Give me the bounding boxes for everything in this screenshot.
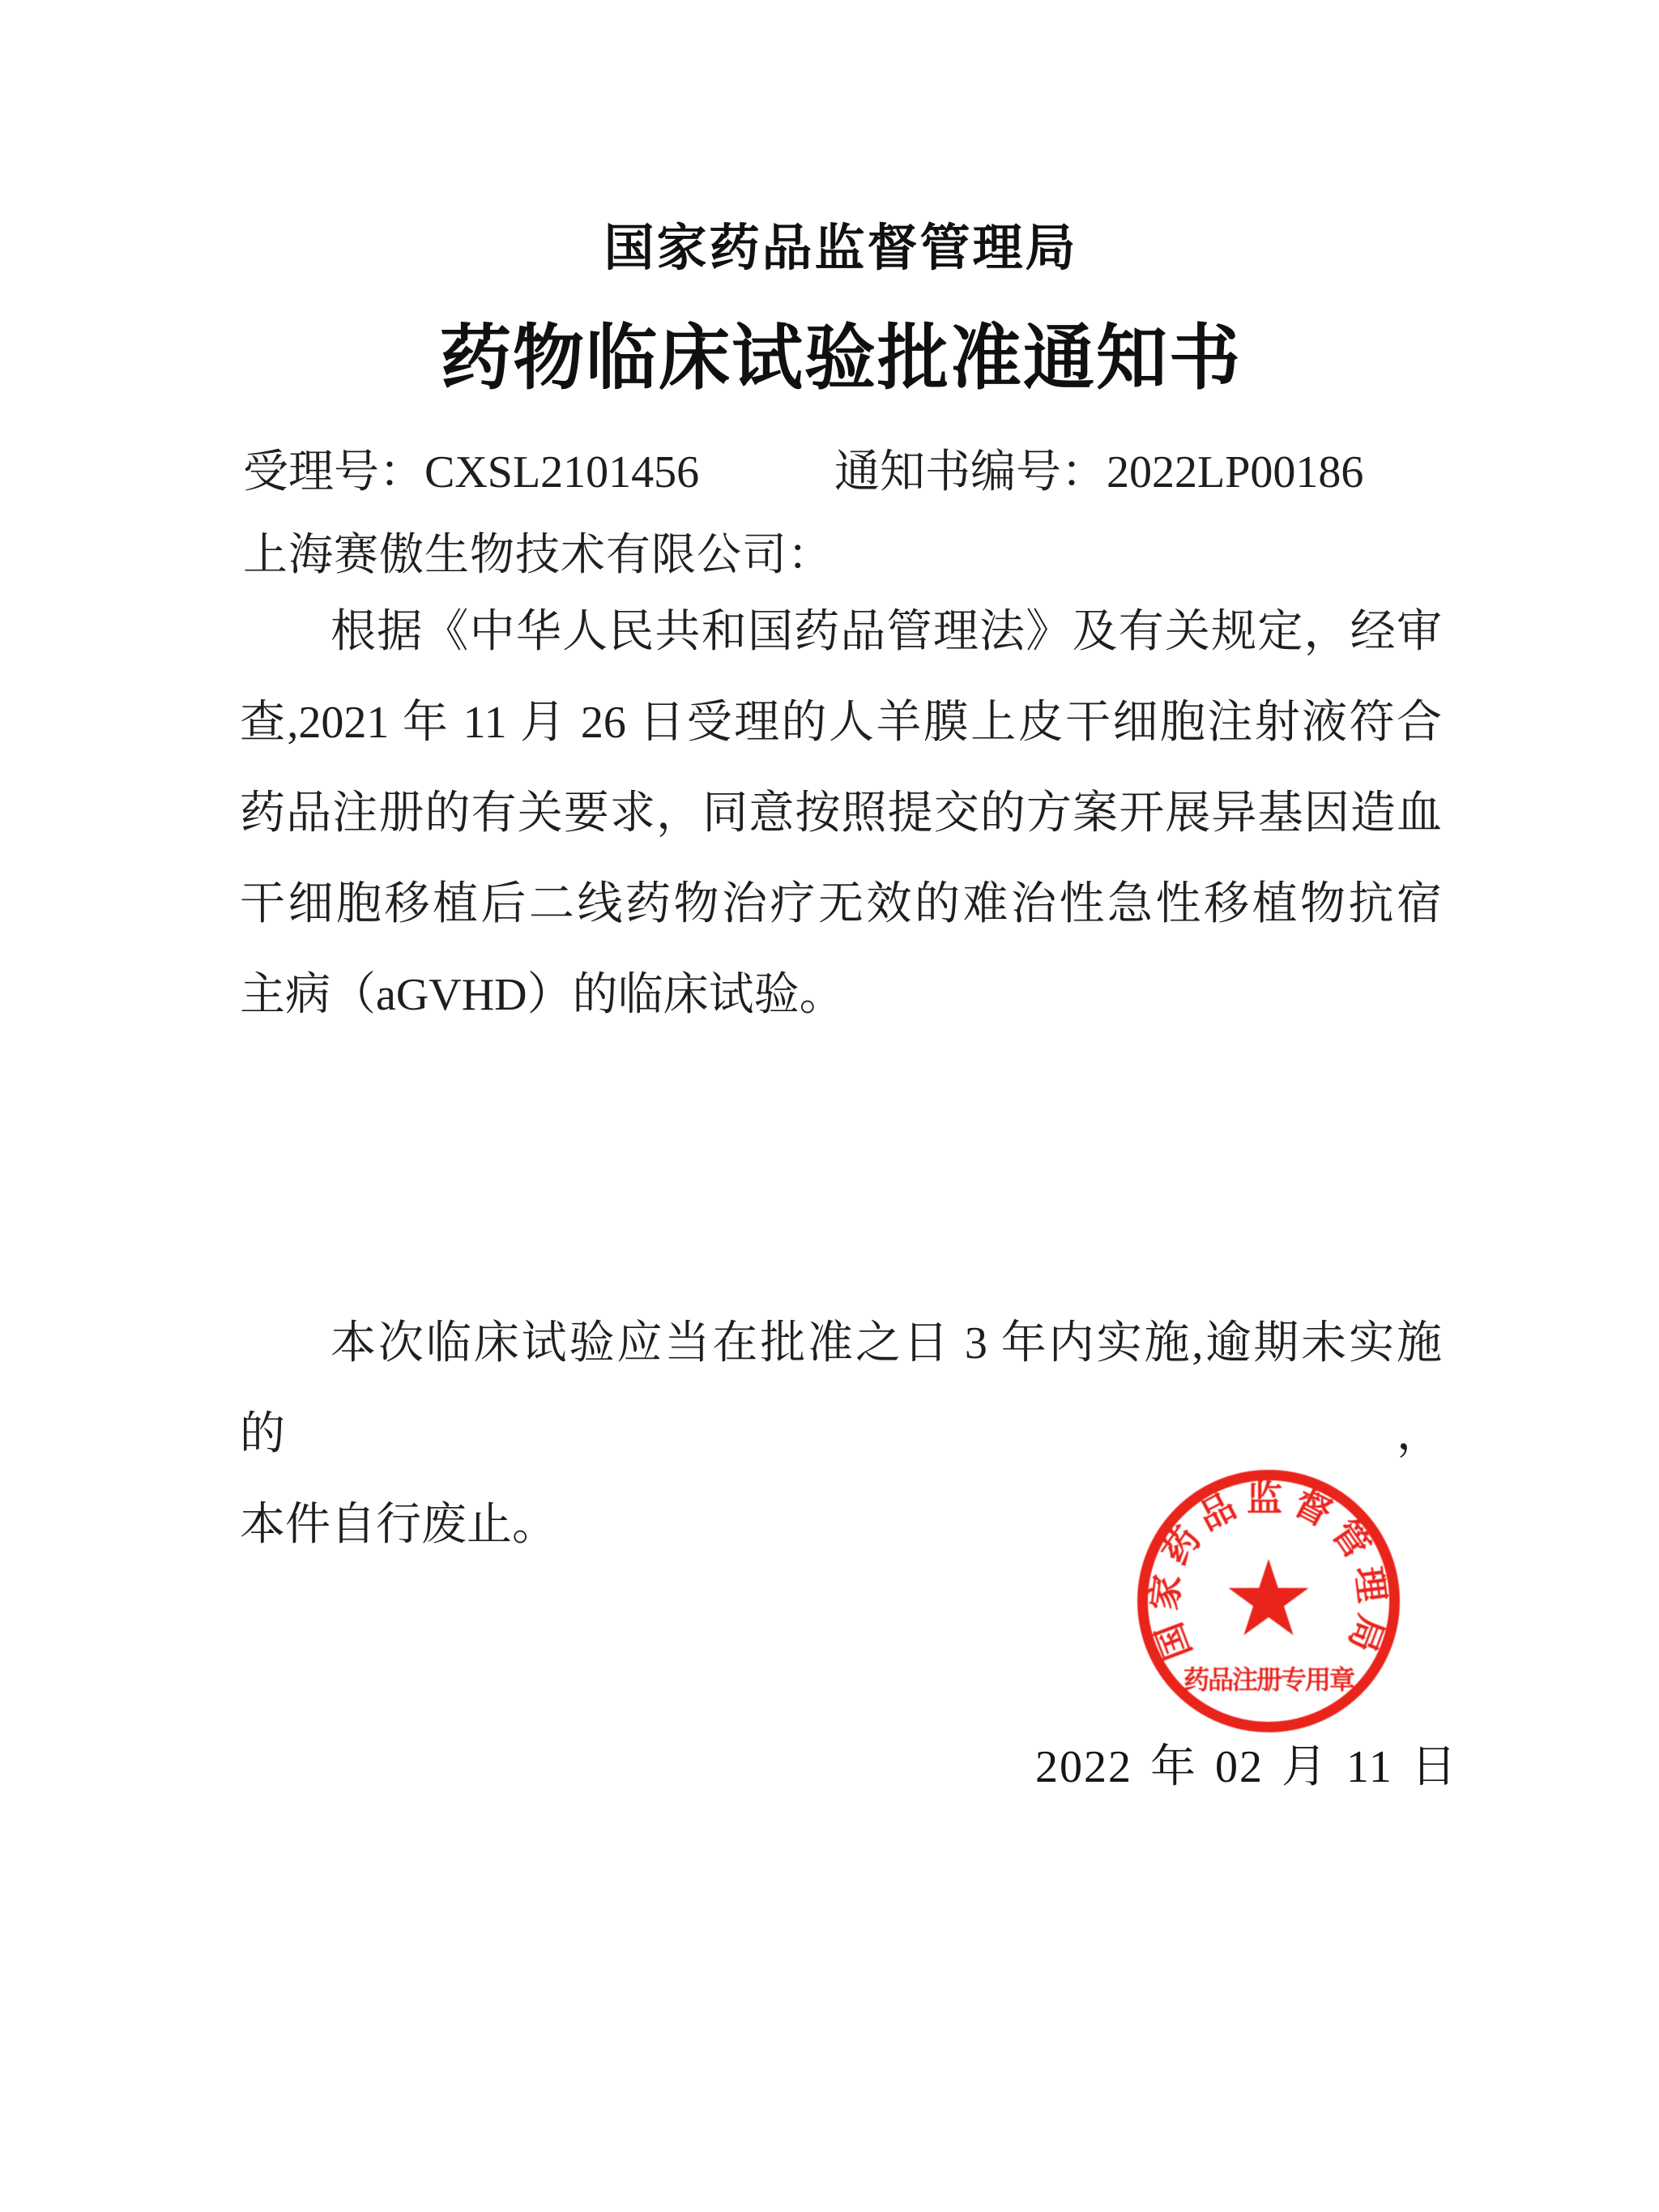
paragraph1-line: 查,2021 年 11 月 26 日受理的人羊膜上皮干细胞注射液符合 <box>240 698 1442 748</box>
paragraph1-line: 药品注册的有关要求，同意按照提交的方案开展异基因造血 <box>240 788 1442 839</box>
paragraph1-line: 根据《中华人民共和国药品管理法》及有关规定，经审 <box>331 607 1442 657</box>
paragraph2-line: 本次临床试验应当在批准之日 3 年内实施,逾期未实施的， <box>240 1318 1442 1459</box>
recipient-company: 上海赛傲生物技术有限公司： <box>243 530 834 579</box>
notice-number-label: 通知书编号： <box>834 447 1107 497</box>
paragraph1-line: 主病（aGVHD）的临床试验。 <box>240 970 845 1020</box>
agency-name: 国家药品监督管理局 <box>603 220 1078 276</box>
paragraph2-line: 本件自行废止。 <box>240 1500 557 1550</box>
acceptance-number-value: CXSL2101456 <box>424 447 700 497</box>
paragraph1-line: 干细胞移植后二线药物治疗无效的难治性急性移植物抗宿 <box>240 879 1442 929</box>
seal-arc-text: 国家药品监督管理局 <box>1144 1478 1393 1665</box>
seal-bottom-text: 药品注册专用章 <box>1183 1665 1354 1694</box>
reference-numbers-row <box>0 436 1659 497</box>
notice-number <box>834 436 1363 501</box>
document-title: 药物临床试验批准通知书 <box>439 320 1242 399</box>
issue-date: 2022 年 02 月 11 日 <box>1035 1742 1458 1792</box>
notice-number-value: 2022LP00186 <box>1107 447 1364 497</box>
body-paragraph-approval <box>240 587 1442 1040</box>
acceptance-number-label: 受理号： <box>243 447 424 497</box>
seal-star-icon <box>1229 1559 1309 1635</box>
acceptance-number <box>243 436 699 501</box>
approval-seal <box>1131 1463 1406 1739</box>
